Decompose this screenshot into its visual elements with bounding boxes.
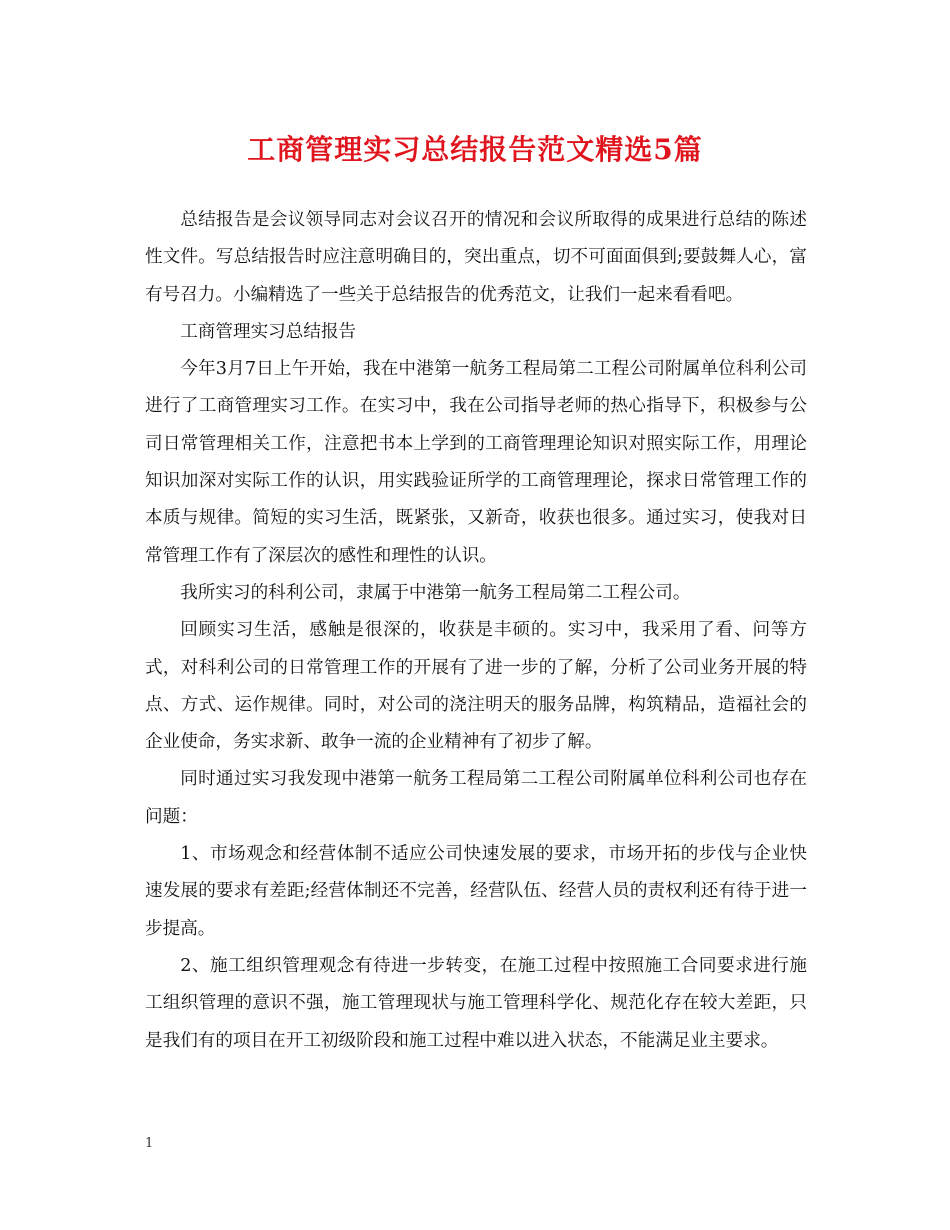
paragraph-problem-2: 2、施工组织管理观念有待进一步转变，在施工过程中按照施工合同要求进行施工组织管理的意识不强，施工管理现状与施工管理科学化、规范化存在较大差距，只是我们有的项目在开工初级阶段和施工过程中难以进入状态，不能满足业主要求。: [145, 955, 807, 1051]
section-heading: 工商管理实习总结报告: [180, 321, 357, 342]
paragraph-intro: 总结报告是会议领导同志对会议召开的情况和会议所取得的成果进行总结的陈述性文件。写总结报告时应注意明确目的，突出重点，切不可面面俱到;要鼓舞人心，富有号召力。小编精选了一些关于总结报告的优秀范文，让我们一起来看看吧。: [145, 210, 807, 305]
paragraph-review: 回顾实习生活，感触是很深的，收获是丰硕的。实习中，我采用了看、问等方式，对科利公司的日常管理工作的开展有了进一步的了解，分析了公司业务开展的特点、方式、运作规律。同时，对公司的浇注明天的服务品牌，构筑精品，造福社会的企业使命，务实求新、敢争一流的企业精神有了初步了解。: [145, 620, 807, 753]
paragraph-company-affiliation: 我所实习的科利公司，隶属于中港第一航务工程局第二工程公司。: [180, 582, 691, 603]
paragraph-problems-intro: 同时通过实习我发现中港第一航务工程局第二工程公司附属单位科利公司也存在问题：: [145, 769, 807, 827]
paragraph-internship-start: 今年3月7日上午开始，我在中港第一航务工程局第二工程公司附属单位科利公司进行了工商管理实习工作。在实习中，我在公司指导老师的热心指导下，积极参与公司日常管理相关工作，注意把书本上学到的工商管理理论知识对照实际工作，用理论知识加深对实际工作的认识，用实践验证所学的工商管理理论，探求日常管理工作的本质与规律。简短的实习生活，既紧张，又新奇，收获也很多。通过实习，使我对日常管理工作有了深层次的感性和理性的认识。: [145, 359, 807, 566]
document-body: [145, 202, 807, 1060]
page-number: 1: [145, 1136, 154, 1151]
document-title: 工商管理实习总结报告范文精选5篇: [247, 133, 703, 166]
paragraph-problem-1: 1、市场观念和经营体制不适应公司快速发展的要求，市场开拓的步伐与企业快速发展的要求有差距;经营体制还不完善，经营队伍、经营人员的责权利还有待于进一步提高。: [145, 844, 807, 939]
